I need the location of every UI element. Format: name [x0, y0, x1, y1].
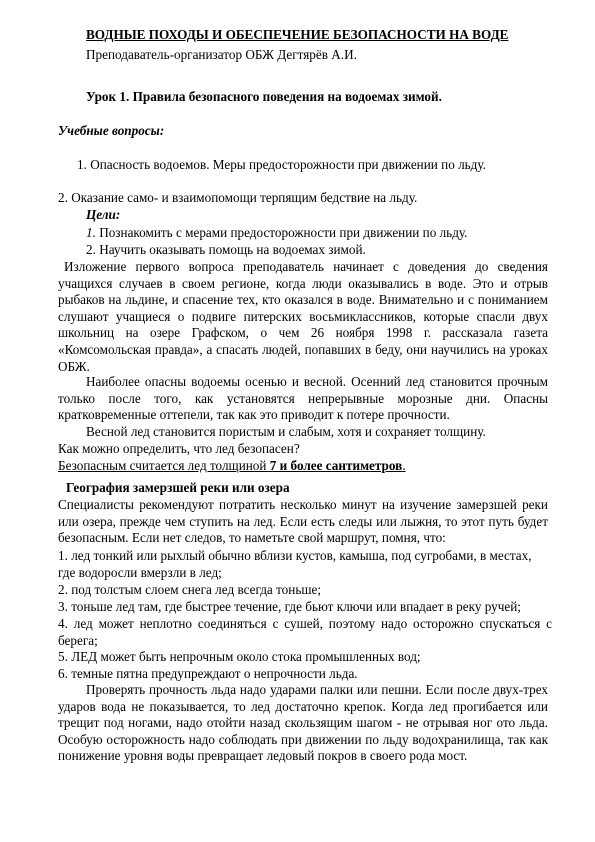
paragraph-specialists: Специалисты рекомендуют потратить несколько минут на изучение замерзшей реки или озера, прежде чем ступить на лед. Если есть следы или лыжня, то этот путь будет безопасным. Если нет следов, то наметьте свой маршрут, помня, что:	[58, 497, 548, 546]
safe-ice-value: 7 и более сантиметров	[269, 458, 403, 473]
paragraph-question: Как можно определить, что лед безопасен?	[58, 441, 300, 456]
safe-ice-thickness	[58, 458, 406, 474]
goal-2: 2. Научить оказывать помощь на водоемах зимой.	[86, 242, 366, 257]
goal-1-text: Познакомить с мерами предосторожности при движении по льду.	[95, 225, 468, 240]
rule-item: 2. под толстым слоем снега лед всегда тоньше;	[58, 582, 322, 597]
safe-ice-text: Безопасным считается лед толщиной	[58, 458, 270, 473]
paragraph-seasons: Наиболее опасны водоемы осенью и весной. Осенний лед становится прочным только после того, как установятся непрерывные морозные дни. Опасны кратковременные оттепели, так как это приводит к потере прочности.	[58, 374, 548, 423]
rule-item: 5. ЛЕД может быть непрочным около стока промышленных вод;	[58, 649, 421, 664]
document-title: ВОДНЫЕ ПОХОДЫ И ОБЕСПЕЧЕНИЕ БЕЗОПАСНОСТИ НА ВОДЕ	[86, 27, 509, 42]
questions-heading: Учебные вопросы:	[58, 123, 165, 138]
rule-item: 3. тоньше лед там, где быстрее течение, где бьют ключи или впадает в реку ручей;	[58, 599, 521, 614]
safe-ice-end: .	[402, 458, 406, 473]
rule-item: 6. темные пятна предупреждают о непрочности льда.	[58, 666, 358, 681]
question-1: 1. Опасность водоемов. Меры предосторожности при движении по льду.	[77, 157, 486, 172]
goal-1-number: 1.	[86, 225, 96, 240]
paragraph-intro: Изложение первого вопроса преподаватель начинает с доведения до сведения учащихся случаев в своем регионе, когда люди оказывались в воде. Это и отрыв рыбаков на льдине, и спасение тех, кто оказался в воде. Внимательно и с пониманием слушают учащиеся о подвиге питерских восьмиклассников, которые спасли двух школьниц на озере Графском, о чем 26 ноября 1998 г. рассказала газета «Комсомольская правда», а спасать людей, попавших в беду, они научились на уроках ОБЖ.	[58, 259, 548, 374]
goal-1	[86, 225, 467, 241]
question-2: 2. Оказание само- и взаимопомощи терпящим бедствие на льду.	[58, 190, 418, 205]
paragraph-ice-check: Проверять прочность льда надо ударами палки или пешни. Если после двух-трех ударов вода не показывается, то лед достаточно крепок. Когда лед прогибается или трещит под ногами, надо отойти назад скользящим шагом - не отрывая ног ото льда. Особую осторожность надо соблюдать при движении по льду водохранилища, так как понижение уровня воды превращает ледовый покров в своего рода мост.	[58, 682, 548, 764]
author-line: Преподаватель-организатор ОБЖ Дегтярёв А.И.	[86, 47, 357, 62]
paragraph-spring: Весной лед становится пористым и слабым, хотя и сохраняет толщину.	[86, 424, 486, 439]
goals-heading: Цели:	[86, 207, 121, 222]
rule-item: 1. лед тонкий или рыхлый обычно вблизи кустов, камыша, под сугробами, в местах, где водоросли вмерзли в лед;	[58, 548, 532, 580]
geography-heading: География замерзшей реки или озера	[66, 480, 290, 495]
rule-item: 4. лед может неплотно соединяться с сушей, поэтому надо осторожно спускаться с берега;	[58, 616, 552, 648]
lesson-title: Урок 1. Правила безопасного поведения на водоемах зимой.	[86, 89, 442, 104]
